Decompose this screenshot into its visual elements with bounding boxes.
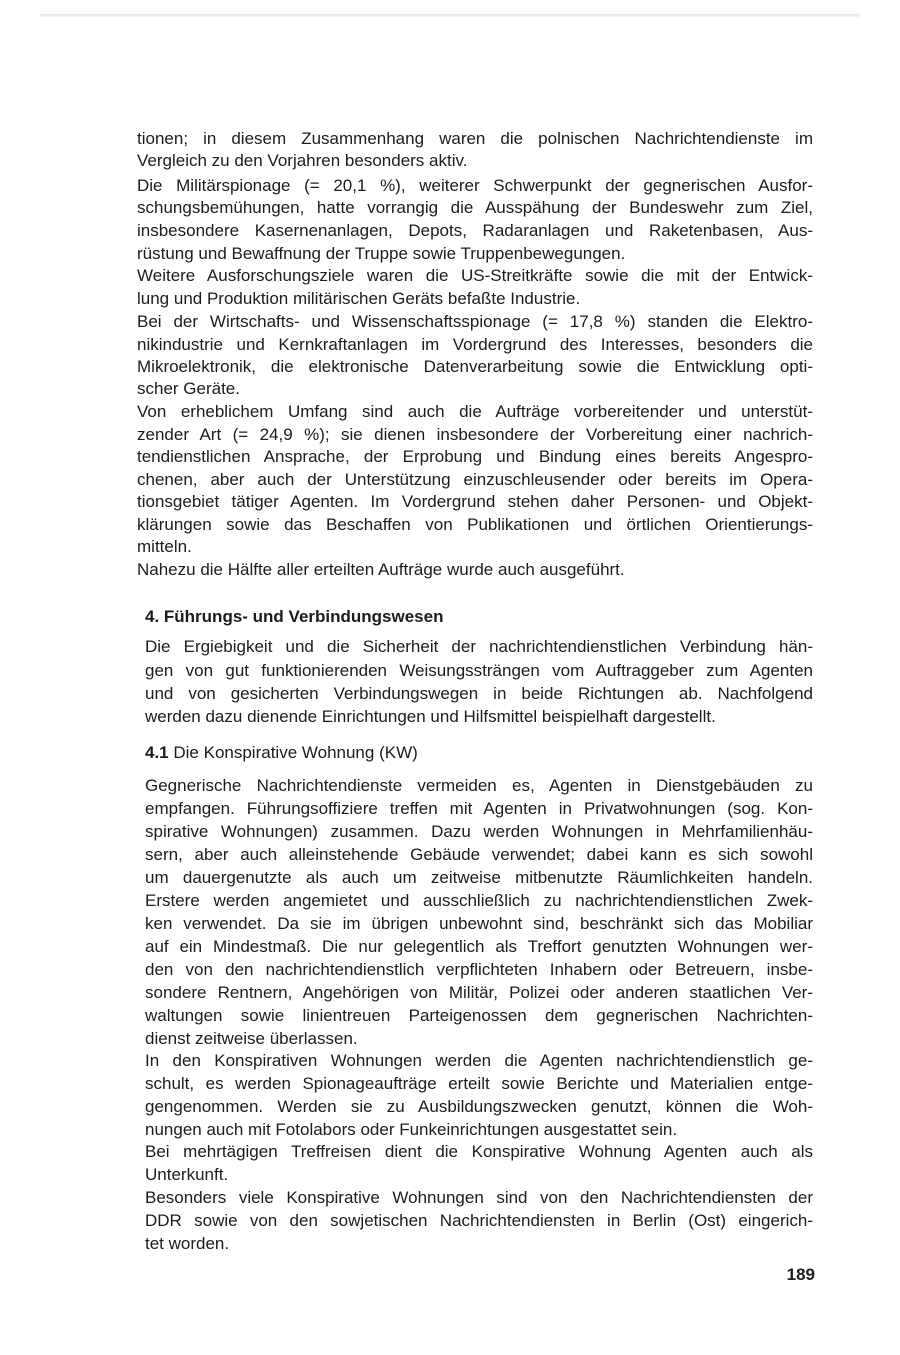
text-line: werden dazu dienende Einrichtungen und Hilfsmittel beispielhaft dargestellt. xyxy=(145,707,716,726)
text-line: sondere Rentnern, Angehörigen von Militär, Polizei oder anderen staatlichen Ver- xyxy=(145,983,813,1002)
text-line: waltungen sowie linientreuen Parteigenossen dem gegnerischen Nachrichten- xyxy=(145,1006,813,1025)
text-line: Besonders viele Konspirative Wohnungen sind von den Nachrichtendiensten der xyxy=(145,1188,813,1207)
text-line: Die Militärspionage (= 20,1 %), weiterer Schwerpunkt der gegnerischen Ausfor- xyxy=(137,176,813,195)
text-line: Mikroelektronik, die elektronische Datenverarbeitung sowie die Entwicklung opti- xyxy=(137,357,813,376)
text-line: nungen auch mit Fotolabors oder Funkeinrichtungen ausgestattet sein. xyxy=(145,1120,678,1139)
section-heading: 4. Führungs- und Verbindungswesen xyxy=(145,607,444,626)
text-line: Die Ergiebigkeit und die Sicherheit der nachrichtendienstlichen Verbindung hän- xyxy=(145,637,813,656)
text-line: rüstung und Bewaffnung der Truppe sowie Truppenbewegungen. xyxy=(137,244,626,263)
text-line: klärungen sowie das Beschaffen von Publikationen und örtlichen Orientierungs- xyxy=(137,515,813,534)
subsection-number: 4.1 xyxy=(145,743,169,762)
text-line: auf ein Mindestmaß. Die nur gelegentlich als Treffort genutzten Wohnungen wer- xyxy=(145,937,813,956)
text-line: tet worden. xyxy=(145,1234,230,1253)
text-line: den von den nachrichtendienstlich verpflichteten Inhabern oder Betreuern, insbe- xyxy=(145,960,813,979)
text-line: scher Geräte. xyxy=(137,379,240,398)
text-line: um dauergenutzte als auch um zeitweise mitbenutzte Räumlichkeiten handeln. xyxy=(145,868,813,887)
subsection-title: Die Konspirative Wohnung (KW) xyxy=(173,743,418,762)
text-line: chenen, aber auch der Unterstützung einzuschleusender oder bereits im Opera- xyxy=(137,470,813,489)
text-line: ken verwendet. Da sie im übrigen unbewohnt sind, beschränkt sich das Mobiliar xyxy=(145,914,813,933)
text-line: In den Konspirativen Wohnungen werden die Agenten nachrichtendienstlich ge- xyxy=(145,1051,813,1070)
text-line: nikindustrie und Kernkraftanlagen im Vordergrund des Interesses, besonders die xyxy=(137,335,813,354)
text-line: Erstere werden angemietet und ausschließlich zu nachrichtendienstlichen Zwek- xyxy=(145,891,813,910)
text-line: empfangen. Führungsoffiziere treffen mit Agenten in Privatwohnungen (sog. Kon- xyxy=(145,799,813,818)
text-line: tionsgebiet tätiger Agenten. Im Vordergrund stehen daher Personen- und Objekt- xyxy=(137,492,813,511)
text-line: gen von gut funktionierenden Weisungssträngen vom Auftraggeber zum Agenten xyxy=(145,661,813,680)
text-line: und von gesicherten Verbindungswegen in beide Richtungen ab. Nachfolgend xyxy=(145,684,813,703)
text-line: Weitere Ausforschungsziele waren die US-Streitkräfte sowie die mit der Entwick- xyxy=(137,266,813,285)
text-line: mitteln. xyxy=(137,537,192,556)
text-line: gengenommen. Werden sie zu Ausbildungszwecken genutzt, können die Woh- xyxy=(145,1097,813,1116)
text-line: Gegnerische Nachrichtendienste vermeiden es, Agenten in Dienstgebäuden zu xyxy=(145,776,813,795)
text-line: spirative Wohnungen) zusammen. Dazu werden Wohnungen in Mehrfamilienhäu- xyxy=(145,822,813,841)
text-line: tendienstlichen Ansprache, der Erprobung und Bindung eines bereits Angespro- xyxy=(137,447,813,466)
text-line: Von erheblichem Umfang sind auch die Aufträge vorbereitender und unterstüt- xyxy=(137,402,813,421)
text-line: Unterkunft. xyxy=(145,1165,229,1184)
text-line: Bei mehrtägigen Treffreisen dient die Konspirative Wohnung Agenten auch als xyxy=(145,1142,813,1161)
text-line: dienst zeitweise überlassen. xyxy=(145,1029,358,1048)
text-line: schungsbemühungen, hatte vorrangig die Ausspähung der Bundeswehr zum Ziel, xyxy=(137,198,813,217)
text-line: Vergleich zu den Vorjahren besonders aktiv. xyxy=(137,151,468,170)
text-line: lung und Produktion militärischen Geräts befaßte Industrie. xyxy=(137,289,581,308)
text-line: Nahezu die Hälfte aller erteilten Aufträge wurde auch ausgeführt. xyxy=(137,560,625,579)
text-line: sern, aber auch alleinstehende Gebäude verwendet; dabei kann es sich sowohl xyxy=(145,845,813,864)
text-line: insbesondere Kasernenanlagen, Depots, Radaranlagen und Raketenbasen, Aus- xyxy=(137,221,813,240)
page-number: 189 xyxy=(786,1265,815,1284)
text-line: schult, es werden Spionageaufträge erteilt sowie Berichte und Materialien entge- xyxy=(145,1074,813,1093)
subsection-heading xyxy=(145,742,813,764)
text-line: zender Art (= 24,9 %); sie dienen insbesondere der Vorbereitung einer nachrich- xyxy=(137,425,813,444)
text-line: tionen; in diesem Zusammenhang waren die polnischen Nachrichtendienste im xyxy=(137,129,813,148)
text-line: Bei der Wirtschafts- und Wissenschaftsspionage (= 17,8 %) standen die Elektro- xyxy=(137,312,813,331)
text-line: DDR sowie von den sowjetischen Nachrichtendiensten in Berlin (Ost) eingerich- xyxy=(145,1211,813,1230)
